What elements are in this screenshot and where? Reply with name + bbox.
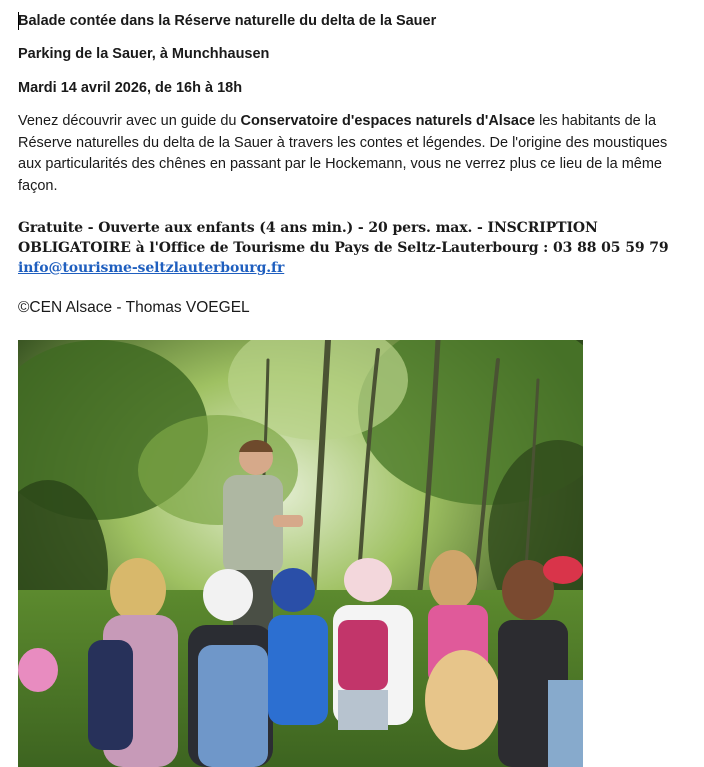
forest-scene-image (18, 340, 583, 767)
practical-info (18, 218, 698, 278)
event-date: Mardi 14 avril 2026, de 16h à 18h (18, 80, 243, 96)
description-part-1: Venez découvrir avec un guide du (18, 113, 241, 129)
practical-info-text: Gratuite - Ouverte aux enfants (4 ans min.) - 20 pers. max. - INSCRIPTION OBLIGATOIRE à l'Office de Tourisme du Pays de Seltz-Lauterbourg : 03 88 05 59 79 (18, 220, 669, 256)
email-link[interactable]: info@tourisme-seltzlauterbourg.fr (18, 260, 285, 276)
description-part-2: les habitants de la Réserve naturelles du delta de la Sauer à travers les contes et légendes. De l'origine des moustiques aux particularités des chênes en passant par le Hockemann, vous ne verrez plus ce lieu de la même façon. (18, 113, 668, 194)
organization-name: Conservatoire d'espaces naturels d'Alsace (240, 113, 536, 129)
event-photo (18, 340, 583, 767)
event-title: Balade contée dans la Réserve naturelle du delta de la Sauer (18, 13, 437, 29)
event-description (18, 111, 690, 197)
event-location: Parking de la Sauer, à Munchhausen (18, 46, 270, 62)
photo-credit: ©CEN Alsace - Thomas VOEGEL (18, 299, 250, 316)
